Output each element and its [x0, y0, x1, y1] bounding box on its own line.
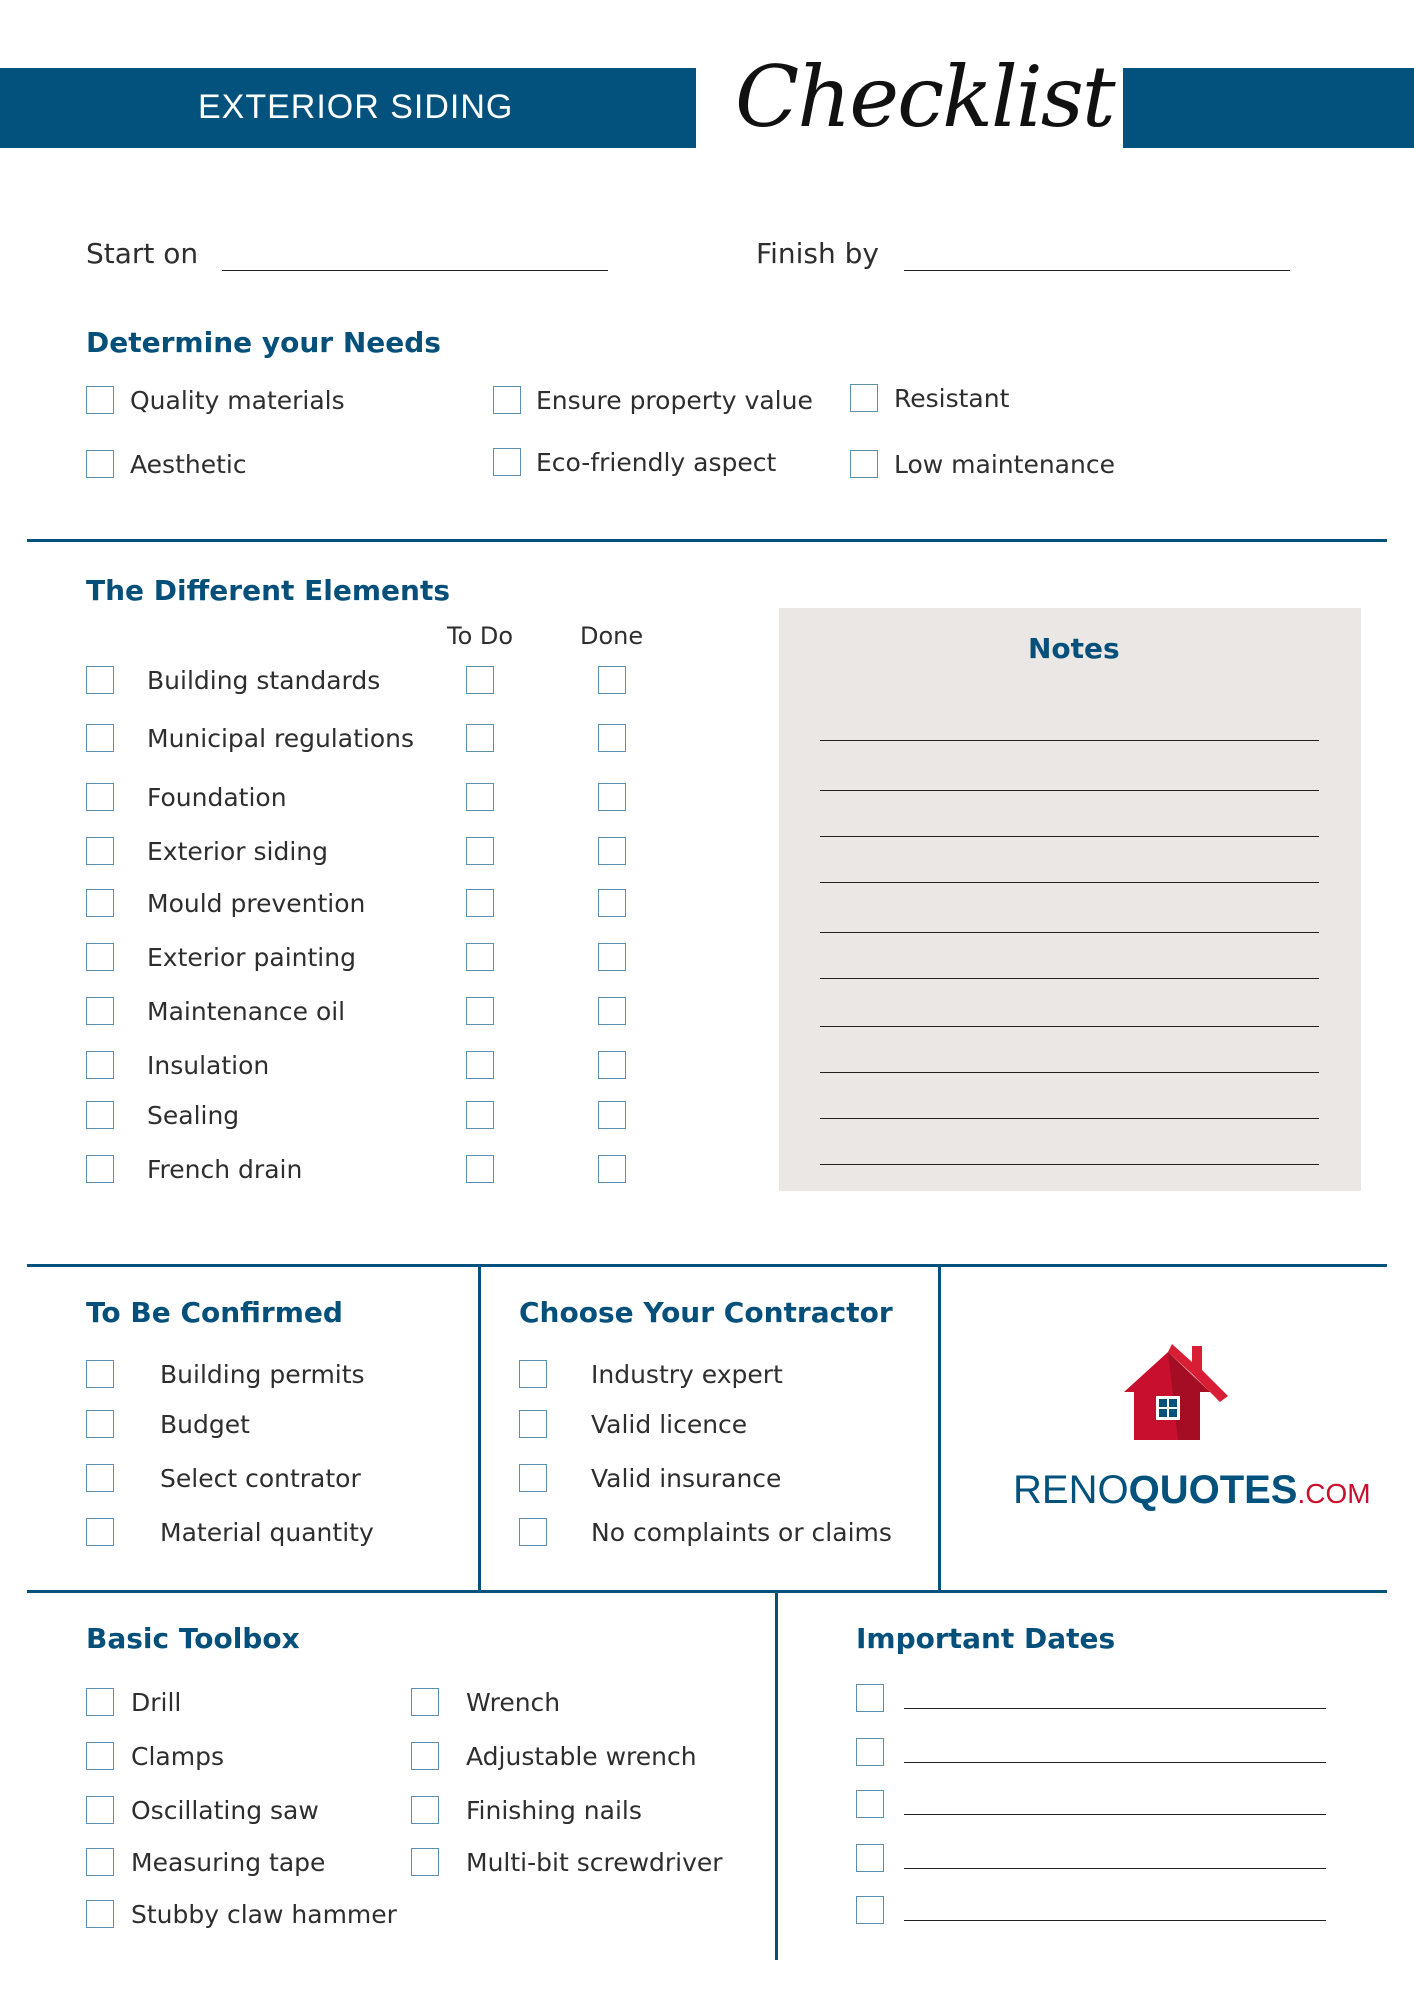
logo-wordmark — [1013, 1468, 1371, 1513]
contractor-item: Industry expert — [591, 1360, 783, 1389]
confirm-item: Select contrator — [160, 1464, 361, 1493]
element-checkbox[interactable] — [86, 1155, 114, 1183]
needs-checkbox[interactable] — [493, 448, 521, 476]
contractor-item: Valid licence — [591, 1410, 748, 1439]
date-checkbox[interactable] — [856, 1738, 884, 1766]
confirm-item: Budget — [160, 1410, 250, 1439]
important-dates-heading: Important Dates — [856, 1622, 1116, 1655]
toolbox-checkbox[interactable] — [86, 1900, 114, 1928]
toolbox-checkbox[interactable] — [411, 1848, 439, 1876]
element-checkbox[interactable] — [86, 783, 114, 811]
contractor-checkbox[interactable] — [519, 1360, 547, 1388]
needs-checkbox[interactable] — [86, 450, 114, 478]
element-label: French drain — [147, 1155, 303, 1184]
toolbox-checkbox[interactable] — [411, 1742, 439, 1770]
checklist-title: Checklist — [735, 48, 1114, 146]
notes-line[interactable] — [820, 836, 1319, 837]
elements-heading: The Different Elements — [86, 574, 451, 607]
notes-line[interactable] — [820, 1072, 1319, 1073]
contractor-checkbox[interactable] — [519, 1464, 547, 1492]
contractor-item: Valid insurance — [591, 1464, 782, 1493]
done-checkbox[interactable] — [598, 1101, 626, 1129]
contractor-heading: Choose Your Contractor — [519, 1296, 893, 1329]
todo-checkbox[interactable] — [466, 724, 494, 752]
header-band-right — [1123, 68, 1414, 148]
toolbox-item: Multi-bit screwdriver — [466, 1848, 723, 1877]
done-checkbox[interactable] — [598, 724, 626, 752]
needs-heading: Determine your Needs — [86, 326, 441, 359]
divider-1 — [27, 539, 1387, 542]
todo-checkbox[interactable] — [466, 997, 494, 1025]
notes-heading: Notes — [1028, 632, 1120, 665]
confirm-checkbox[interactable] — [86, 1410, 114, 1438]
needs-checkbox[interactable] — [86, 386, 114, 414]
logo-reno: RENO — [1013, 1468, 1129, 1512]
date-checkbox[interactable] — [856, 1896, 884, 1924]
divider-v-1 — [478, 1265, 481, 1591]
todo-checkbox[interactable] — [466, 783, 494, 811]
date-line[interactable] — [904, 1708, 1326, 1709]
toolbox-item: Finishing nails — [466, 1796, 642, 1825]
needs-checkbox[interactable] — [493, 386, 521, 414]
done-checkbox[interactable] — [598, 1155, 626, 1183]
done-checkbox[interactable] — [598, 889, 626, 917]
toolbox-item: Adjustable wrench — [466, 1742, 697, 1771]
date-line[interactable] — [904, 1868, 1326, 1869]
notes-line[interactable] — [820, 1026, 1319, 1027]
confirm-item: Material quantity — [160, 1518, 374, 1547]
confirm-checkbox[interactable] — [86, 1518, 114, 1546]
needs-item: Eco-friendly aspect — [536, 448, 777, 477]
element-checkbox[interactable] — [86, 1101, 114, 1129]
element-label: Maintenance oil — [147, 997, 346, 1026]
done-column-header: Done — [580, 622, 644, 650]
element-checkbox[interactable] — [86, 997, 114, 1025]
done-checkbox[interactable] — [598, 997, 626, 1025]
confirm-heading: To Be Confirmed — [86, 1296, 343, 1329]
finish-by-label: Finish by — [756, 237, 879, 270]
todo-column-header: To Do — [447, 622, 514, 650]
header-subtitle: EXTERIOR SIDING — [198, 88, 514, 126]
element-label: Sealing — [147, 1101, 240, 1130]
confirm-checkbox[interactable] — [86, 1360, 114, 1388]
date-checkbox[interactable] — [856, 1684, 884, 1712]
notes-line[interactable] — [820, 882, 1319, 883]
divider-2 — [27, 1264, 1387, 1267]
logo-quotes: QUOTES — [1128, 1468, 1298, 1512]
toolbox-checkbox[interactable] — [86, 1688, 114, 1716]
element-label: Foundation — [147, 783, 287, 812]
element-checkbox[interactable] — [86, 666, 114, 694]
date-checkbox[interactable] — [856, 1790, 884, 1818]
divider-3 — [27, 1590, 1387, 1593]
needs-item: Aesthetic — [130, 450, 247, 479]
needs-checkbox[interactable] — [850, 384, 878, 412]
todo-checkbox[interactable] — [466, 666, 494, 694]
todo-checkbox[interactable] — [466, 1155, 494, 1183]
finish-by-line[interactable] — [904, 270, 1290, 271]
todo-checkbox[interactable] — [466, 1101, 494, 1129]
element-checkbox[interactable] — [86, 837, 114, 865]
date-line[interactable] — [904, 1814, 1326, 1815]
divider-v-2 — [938, 1265, 941, 1591]
start-on-line[interactable] — [222, 270, 608, 271]
todo-checkbox[interactable] — [466, 837, 494, 865]
toolbox-heading: Basic Toolbox — [86, 1622, 300, 1655]
toolbox-item: Clamps — [131, 1742, 224, 1771]
todo-checkbox[interactable] — [466, 1051, 494, 1079]
date-line[interactable] — [904, 1920, 1326, 1921]
toolbox-checkbox[interactable] — [86, 1848, 114, 1876]
notes-panel — [779, 608, 1361, 1191]
confirm-checkbox[interactable] — [86, 1464, 114, 1492]
done-checkbox[interactable] — [598, 837, 626, 865]
element-label: Exterior painting — [147, 943, 356, 972]
notes-line[interactable] — [820, 978, 1319, 979]
element-label: Municipal regulations — [147, 724, 414, 753]
notes-line[interactable] — [820, 1164, 1319, 1165]
needs-item: Quality materials — [130, 386, 345, 415]
notes-line[interactable] — [820, 740, 1319, 741]
done-checkbox[interactable] — [598, 943, 626, 971]
notes-line[interactable] — [820, 790, 1319, 791]
notes-line[interactable] — [820, 1118, 1319, 1119]
start-on-label: Start on — [86, 237, 199, 270]
done-checkbox[interactable] — [598, 1051, 626, 1079]
element-checkbox[interactable] — [86, 1051, 114, 1079]
contractor-item: No complaints or claims — [591, 1518, 892, 1547]
toolbox-checkbox[interactable] — [86, 1796, 114, 1824]
toolbox-checkbox[interactable] — [86, 1742, 114, 1770]
toolbox-item: Oscillating saw — [131, 1796, 319, 1825]
needs-item: Low maintenance — [894, 450, 1115, 479]
toolbox-item: Drill — [131, 1688, 182, 1717]
toolbox-item: Measuring tape — [131, 1848, 326, 1877]
contractor-checkbox[interactable] — [519, 1410, 547, 1438]
needs-checkbox[interactable] — [850, 450, 878, 478]
toolbox-checkbox[interactable] — [411, 1796, 439, 1824]
logo-com: .COM — [1297, 1478, 1371, 1509]
toolbox-item: Stubby claw hammer — [131, 1900, 397, 1929]
date-line[interactable] — [904, 1762, 1326, 1763]
needs-item: Resistant — [894, 384, 1010, 413]
element-checkbox[interactable] — [86, 889, 114, 917]
done-checkbox[interactable] — [598, 666, 626, 694]
divider-v-3 — [775, 1591, 778, 1960]
contractor-checkbox[interactable] — [519, 1518, 547, 1546]
todo-checkbox[interactable] — [466, 889, 494, 917]
element-checkbox[interactable] — [86, 724, 114, 752]
element-label: Mould prevention — [147, 889, 366, 918]
confirm-item: Building permits — [160, 1360, 365, 1389]
house-logo-icon — [1118, 1340, 1230, 1450]
needs-item: Ensure property value — [536, 386, 813, 415]
element-checkbox[interactable] — [86, 943, 114, 971]
toolbox-item: Wrench — [466, 1688, 561, 1717]
element-label: Insulation — [147, 1051, 270, 1080]
toolbox-checkbox[interactable] — [411, 1688, 439, 1716]
element-label: Building standards — [147, 666, 381, 695]
element-label: Exterior siding — [147, 837, 329, 866]
date-checkbox[interactable] — [856, 1844, 884, 1872]
todo-checkbox[interactable] — [466, 943, 494, 971]
done-checkbox[interactable] — [598, 783, 626, 811]
notes-line[interactable] — [820, 932, 1319, 933]
